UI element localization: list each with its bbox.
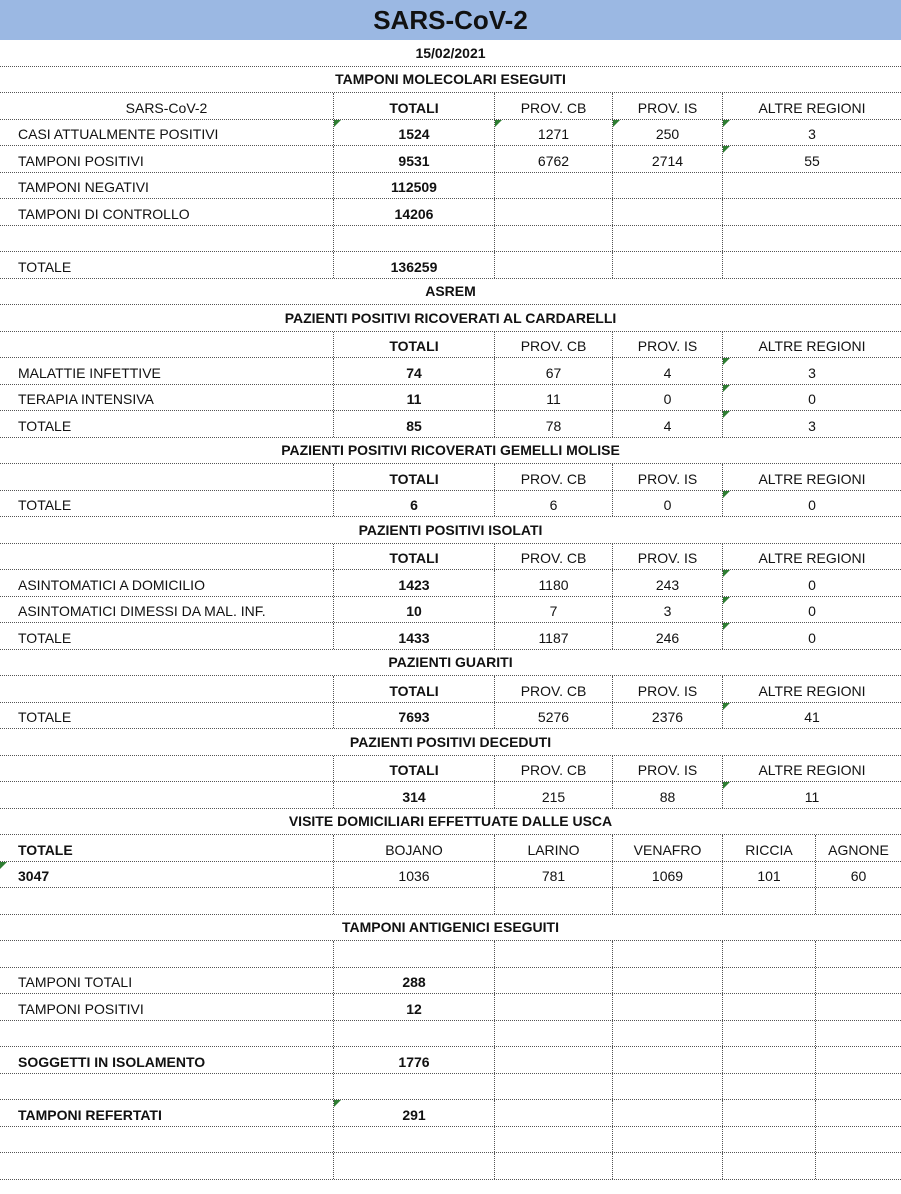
section-cardarelli: PAZIENTI POSITIVI RICOVERATI AL CARDARELLI	[0, 305, 901, 332]
header-altre-regioni[interactable]: ALTRE REGIONI	[758, 550, 866, 567]
row-label[interactable]: ASINTOMATICI A DOMICILIO	[0, 570, 334, 596]
value-totali[interactable]: 1524	[334, 120, 495, 146]
cell[interactable]	[723, 1127, 816, 1153]
comment-indicator-icon	[723, 491, 730, 498]
value-prov-cb[interactable]: 6	[495, 491, 613, 517]
cell[interactable]	[723, 252, 901, 278]
cell[interactable]	[613, 994, 723, 1020]
row-label[interactable]: TAMPONI POSITIVI	[0, 994, 334, 1020]
table-row	[0, 491, 901, 518]
table-row	[0, 1100, 901, 1127]
usca-header[interactable]: AGNONE	[828, 841, 889, 858]
value-totali[interactable]: 1433	[334, 623, 495, 649]
usca-value[interactable]: 1069	[613, 862, 723, 888]
cell[interactable]	[613, 941, 723, 967]
cell[interactable]	[723, 1047, 816, 1073]
cell[interactable]	[0, 1074, 334, 1100]
section-molecolari: TAMPONI MOLECOLARI ESEGUITI	[0, 67, 901, 94]
header-altre-regioni[interactable]: ALTRE REGIONI	[758, 762, 866, 779]
cell[interactable]	[723, 226, 901, 252]
value-prov-is[interactable]: 2376	[613, 703, 723, 729]
value-totali[interactable]: 314	[334, 782, 495, 808]
table-header-row	[0, 93, 901, 120]
value-prov-cb[interactable]: 11	[495, 385, 613, 411]
header-totali[interactable]: TOTALI	[334, 676, 495, 702]
header-label[interactable]	[0, 756, 334, 782]
value-totali[interactable]: 14206	[334, 199, 495, 225]
row-label[interactable]: TOTALE	[0, 252, 334, 278]
section-gemelli: PAZIENTI POSITIVI RICOVERATI GEMELLI MOLISE	[0, 438, 901, 465]
value-prov-cb[interactable]	[495, 199, 613, 225]
table-row	[0, 199, 901, 226]
table-row	[0, 1047, 901, 1074]
empty-row	[0, 226, 901, 253]
cell[interactable]	[613, 1153, 723, 1179]
value-totali[interactable]: 85	[334, 411, 495, 437]
header-totali[interactable]: TOTALI	[334, 464, 495, 490]
cell[interactable]	[495, 1100, 613, 1126]
cell[interactable]	[816, 1074, 901, 1100]
header-prov-cb[interactable]: PROV. CB	[495, 464, 613, 490]
usca-header[interactable]: RICCIA	[723, 835, 816, 861]
cell[interactable]	[723, 968, 816, 994]
value-prov-cb[interactable]: 5276	[495, 703, 613, 729]
usca-header[interactable]: LARINO	[495, 835, 613, 861]
table-row	[0, 385, 901, 412]
comment-indicator-icon	[723, 385, 730, 392]
comment-indicator-icon	[334, 1100, 341, 1107]
row-value[interactable]: 288	[334, 968, 495, 994]
header-label[interactable]	[0, 544, 334, 570]
report-date: 15/02/2021	[0, 40, 901, 67]
header-prov-is[interactable]: PROV. IS	[613, 93, 723, 119]
usca-header[interactable]: VENAFRO	[613, 835, 723, 861]
cell[interactable]	[495, 941, 613, 967]
usca-value[interactable]: 781	[495, 862, 613, 888]
table-row	[0, 120, 901, 147]
row-label[interactable]: MALATTIE INFETTIVE	[0, 358, 334, 384]
value-totali[interactable]: 6	[334, 491, 495, 517]
value-altre-regioni[interactable]: 11	[723, 782, 901, 808]
value-altre-regioni[interactable]	[723, 173, 901, 199]
header-totali[interactable]: TOTALI	[334, 93, 495, 119]
table-header-row	[0, 756, 901, 783]
value-altre-regioni[interactable]: 3	[723, 411, 901, 437]
header-prov-is[interactable]: PROV. IS	[613, 332, 723, 358]
cell[interactable]	[0, 1127, 334, 1153]
value-totali[interactable]: 10	[334, 597, 495, 623]
row-label[interactable]: TOTALE	[0, 623, 334, 649]
usca-value[interactable]: 101	[723, 862, 816, 888]
cell[interactable]	[816, 994, 901, 1020]
comment-indicator-icon	[723, 623, 730, 630]
header-label[interactable]	[0, 464, 334, 490]
usca-header-row	[0, 835, 901, 862]
comment-indicator-icon	[334, 120, 341, 127]
table-row	[0, 623, 901, 650]
value-prov-cb[interactable]: 1187	[495, 623, 613, 649]
value-prov-is[interactable]: 2714	[613, 146, 723, 172]
row-label[interactable]: TAMPONI DI CONTROLLO	[0, 199, 334, 225]
value-prov-is[interactable]: 4	[613, 411, 723, 437]
value-prov-cb[interactable]: 7	[495, 597, 613, 623]
empty-row	[0, 1074, 901, 1101]
total-row	[0, 252, 901, 279]
comment-indicator-icon	[723, 358, 730, 365]
table-row	[0, 968, 901, 995]
table-row	[0, 994, 901, 1021]
value-altre-regioni[interactable]	[723, 199, 901, 225]
header-prov-cb[interactable]: PROV. CB	[495, 544, 613, 570]
cell[interactable]	[334, 941, 495, 967]
header-altre-regioni[interactable]: ALTRE REGIONI	[758, 470, 866, 487]
value-prov-is[interactable]: 246	[613, 623, 723, 649]
cell[interactable]	[613, 252, 723, 278]
row-label[interactable]	[0, 782, 334, 808]
cell[interactable]	[723, 888, 816, 914]
header-prov-cb[interactable]: PROV. CB	[495, 93, 613, 119]
row-value[interactable]: 291	[334, 1100, 495, 1126]
value-prov-is[interactable]: 88	[613, 782, 723, 808]
cell[interactable]	[495, 994, 613, 1020]
row-label[interactable]: TOTALE	[0, 491, 334, 517]
value-altre-regioni[interactable]: 41	[723, 703, 901, 729]
value-prov-is[interactable]: 0	[613, 491, 723, 517]
cell[interactable]	[613, 1074, 723, 1100]
usca-value[interactable]: 60	[850, 868, 867, 885]
empty-row	[0, 1153, 901, 1180]
table-row	[0, 358, 901, 385]
section-guariti: PAZIENTI GUARITI	[0, 650, 901, 677]
cell[interactable]	[816, 888, 901, 914]
table-row	[0, 411, 901, 438]
cell[interactable]	[495, 252, 613, 278]
cell[interactable]	[816, 1100, 901, 1126]
header-altre-regioni[interactable]: ALTRE REGIONI	[758, 99, 866, 116]
value-totali[interactable]: 9531	[334, 146, 495, 172]
value-altre-regioni[interactable]: 0	[723, 385, 901, 411]
header-totali[interactable]: TOTALI	[334, 544, 495, 570]
header-label[interactable]: SARS-CoV-2	[0, 93, 334, 119]
row-label[interactable]: TAMPONI REFERTATI	[0, 1100, 334, 1126]
header-totali[interactable]: TOTALI	[334, 756, 495, 782]
cell[interactable]	[334, 1021, 495, 1047]
row-label[interactable]: TOTALE	[0, 411, 334, 437]
value-prov-cb[interactable]: 67	[495, 358, 613, 384]
header-altre-regioni[interactable]: ALTRE REGIONI	[758, 338, 866, 355]
value-totali[interactable]: 1423	[334, 570, 495, 596]
comment-indicator-icon	[723, 782, 730, 789]
value-totali[interactable]: 136259	[334, 252, 495, 278]
value-prov-cb[interactable]: 215	[495, 782, 613, 808]
table-row	[0, 146, 901, 173]
comment-indicator-icon	[495, 120, 502, 127]
row-label[interactable]: ASINTOMATICI DIMESSI DA MAL. INF.	[0, 597, 334, 623]
value-totali[interactable]: 7693	[334, 703, 495, 729]
header-prov-is[interactable]: PROV. IS	[613, 544, 723, 570]
comment-indicator-icon	[723, 597, 730, 604]
cell[interactable]	[816, 1021, 901, 1047]
cell[interactable]	[0, 941, 334, 967]
value-totali[interactable]: 11	[334, 385, 495, 411]
cell[interactable]	[334, 1074, 495, 1100]
cell[interactable]	[495, 888, 613, 914]
usca-values-row	[0, 862, 901, 889]
usca-value[interactable]: 1036	[334, 862, 495, 888]
cell[interactable]	[0, 888, 334, 914]
comment-indicator-icon	[723, 570, 730, 577]
header-prov-is[interactable]: PROV. IS	[613, 464, 723, 490]
header-prov-cb[interactable]: PROV. CB	[495, 676, 613, 702]
cell[interactable]	[334, 226, 495, 252]
row-label[interactable]: TOTALE	[0, 703, 334, 729]
cell[interactable]	[0, 1021, 334, 1047]
empty-row	[0, 888, 901, 915]
value-altre-regioni[interactable]: 3	[723, 120, 901, 146]
value-prov-is[interactable]	[613, 173, 723, 199]
row-label[interactable]: TAMPONI NEGATIVI	[0, 173, 334, 199]
cell[interactable]	[334, 888, 495, 914]
comment-indicator-icon	[723, 146, 730, 153]
empty-row	[0, 1127, 901, 1154]
table-row	[0, 782, 901, 809]
cell[interactable]	[723, 1074, 816, 1100]
row-value[interactable]: 1776	[334, 1047, 495, 1073]
cell[interactable]	[723, 994, 816, 1020]
cell[interactable]	[495, 1047, 613, 1073]
row-value[interactable]: 12	[334, 994, 495, 1020]
header-prov-is[interactable]: PROV. IS	[613, 756, 723, 782]
empty-row	[0, 941, 901, 968]
value-altre-regioni[interactable]: 55	[723, 146, 901, 172]
cell[interactable]	[723, 941, 816, 967]
table-header-row	[0, 464, 901, 491]
cell[interactable]	[723, 1153, 816, 1179]
value-prov-is[interactable]	[613, 199, 723, 225]
cell[interactable]	[0, 226, 334, 252]
cell[interactable]	[495, 968, 613, 994]
comment-indicator-icon	[723, 411, 730, 418]
value-totali[interactable]: 112509	[334, 173, 495, 199]
section-asrem: ASREM	[0, 279, 901, 306]
value-prov-is[interactable]: 243	[613, 570, 723, 596]
value-prov-cb[interactable]: 1180	[495, 570, 613, 596]
cell[interactable]	[816, 941, 901, 967]
table-row	[0, 597, 901, 624]
value-prov-is[interactable]: 4	[613, 358, 723, 384]
value-totali[interactable]: 74	[334, 358, 495, 384]
header-prov-cb[interactable]: PROV. CB	[495, 756, 613, 782]
cell[interactable]	[723, 1100, 816, 1126]
value-prov-is[interactable]: 250	[613, 120, 723, 146]
value-altre-regioni[interactable]: 0	[723, 623, 901, 649]
cell[interactable]	[334, 1127, 495, 1153]
row-label[interactable]: TAMPONI POSITIVI	[0, 146, 334, 172]
value-prov-cb[interactable]	[495, 173, 613, 199]
row-label[interactable]: CASI ATTUALMENTE POSITIVI	[0, 120, 334, 146]
cell[interactable]	[816, 1153, 901, 1179]
usca-header[interactable]: TOTALE	[0, 835, 334, 861]
cell[interactable]	[495, 1127, 613, 1153]
cell[interactable]	[495, 1021, 613, 1047]
cell[interactable]	[495, 1153, 613, 1179]
cell[interactable]	[816, 1047, 901, 1073]
table-header-row	[0, 676, 901, 703]
header-altre-regioni[interactable]: ALTRE REGIONI	[758, 682, 866, 699]
cell[interactable]	[723, 1021, 816, 1047]
sheet-title: SARS-CoV-2	[0, 0, 901, 40]
value-prov-cb[interactable]: 78	[495, 411, 613, 437]
table-row	[0, 703, 901, 730]
header-prov-is[interactable]: PROV. IS	[613, 676, 723, 702]
row-label[interactable]: TAMPONI TOTALI	[0, 968, 334, 994]
row-label[interactable]: TERAPIA INTENSIVA	[0, 385, 334, 411]
table-row	[0, 570, 901, 597]
value-prov-cb[interactable]: 1271	[495, 120, 613, 146]
cell[interactable]	[495, 226, 613, 252]
header-prov-cb[interactable]: PROV. CB	[495, 332, 613, 358]
header-totali[interactable]: TOTALI	[334, 332, 495, 358]
value-altre-regioni[interactable]: 0	[723, 491, 901, 517]
table-row	[0, 173, 901, 200]
value-prov-cb[interactable]: 6762	[495, 146, 613, 172]
section-deceduti: PAZIENTI POSITIVI DECEDUTI	[0, 729, 901, 756]
cell[interactable]	[0, 1153, 334, 1179]
comment-indicator-icon	[0, 862, 7, 869]
table-header-row	[0, 544, 901, 571]
cell[interactable]	[613, 1021, 723, 1047]
table-header-row	[0, 332, 901, 359]
empty-row	[0, 1021, 901, 1048]
comment-indicator-icon	[613, 120, 620, 127]
value-prov-is[interactable]: 0	[613, 385, 723, 411]
section-isolati: PAZIENTI POSITIVI ISOLATI	[0, 517, 901, 544]
value-altre-regioni[interactable]: 0	[723, 597, 901, 623]
cell[interactable]	[816, 1127, 901, 1153]
section-antigenici: TAMPONI ANTIGENICI ESEGUITI	[0, 915, 901, 942]
header-label[interactable]	[0, 676, 334, 702]
row-label[interactable]: SOGGETTI IN ISOLAMENTO	[0, 1047, 334, 1073]
cell[interactable]	[613, 1047, 723, 1073]
cell[interactable]	[613, 1100, 723, 1126]
section-usca: VISITE DOMICILIARI EFFETTUATE DALLE USCA	[0, 809, 901, 836]
cell[interactable]	[334, 1153, 495, 1179]
cell[interactable]	[816, 968, 901, 994]
header-label[interactable]	[0, 332, 334, 358]
value-prov-is[interactable]: 3	[613, 597, 723, 623]
value-altre-regioni[interactable]: 0	[723, 570, 901, 596]
cell[interactable]	[613, 968, 723, 994]
usca-value[interactable]: 3047	[0, 862, 334, 888]
usca-header[interactable]: BOJANO	[334, 835, 495, 861]
value-altre-regioni[interactable]: 3	[723, 358, 901, 384]
cell[interactable]	[613, 226, 723, 252]
cell[interactable]	[613, 1127, 723, 1153]
comment-indicator-icon	[723, 120, 730, 127]
cell[interactable]	[613, 888, 723, 914]
comment-indicator-icon	[723, 703, 730, 710]
cell[interactable]	[495, 1074, 613, 1100]
